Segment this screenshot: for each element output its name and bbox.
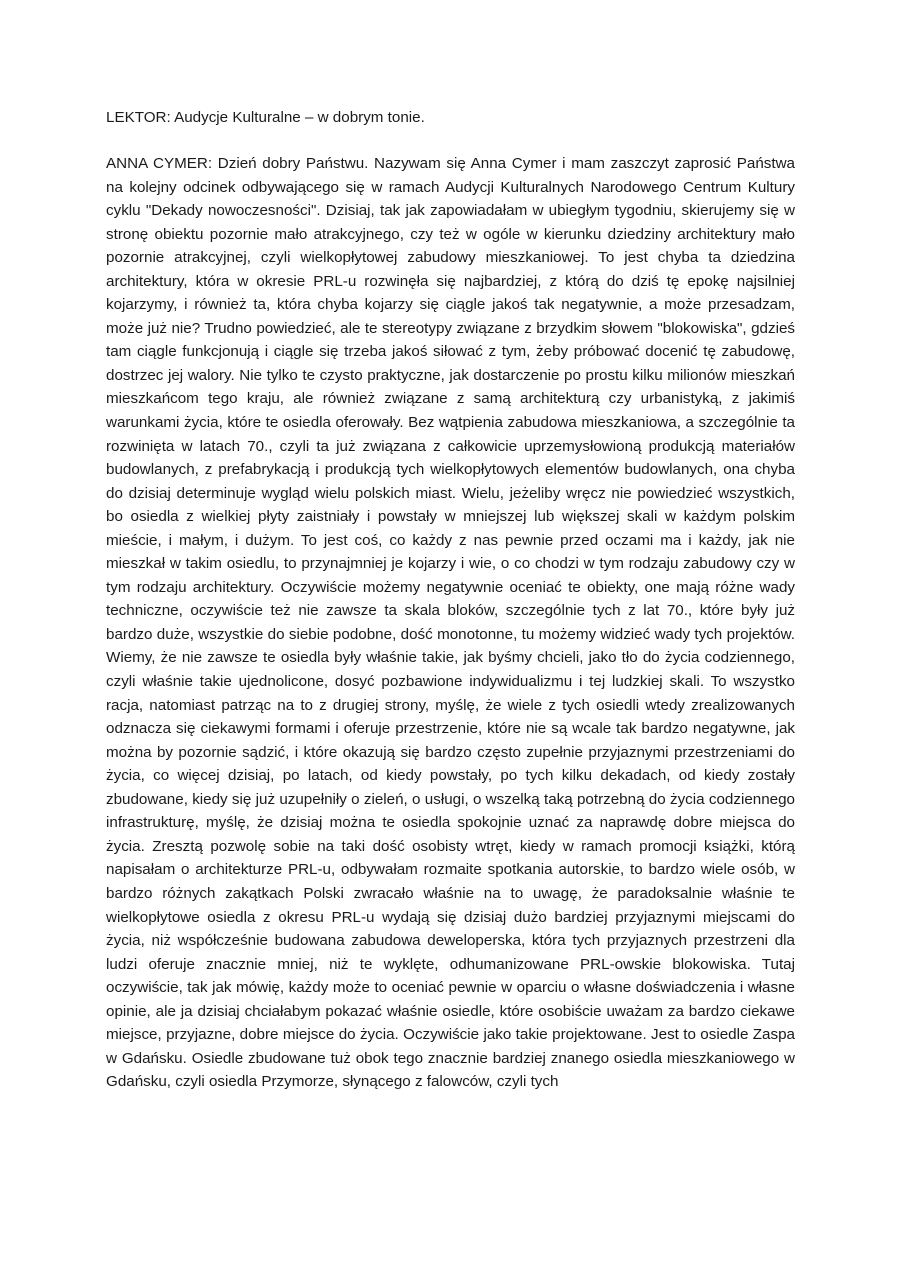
speech-paragraph: ANNA CYMER: Dzień dobry Państwu. Nazywam się Anna Cymer i mam zaszczyt zaprosić Państwa na kolejny odcinek odbywającego się w ramach Audycji Kulturalnych Narodowego Centrum Kultury cyklu "Dekady nowoczesności". Dzisiaj, tak jak zapowiadałam w ubiegłym tygodniu, skierujemy się w stronę obiektu pozornie mało atrakcyjnego, czy też w ogóle w kierunku dziedziny architektury mało pozornie atrakcyjnej, czyli wielkopłytowej zabudowy mieszkaniowej. To jest chyba ta dziedzina architektury, która w okresie PRL-u rozwinęła się najbardziej, z którą do dziś tę epokę najsilniej kojarzymy, i również ta, która chyba kojarzy się ciągle jakoś tak negatywnie, a może przesadzam, może już nie? Trudno powiedzieć, ale te stereotypy związane z brzydkim słowem "blokowiska", gdzieś tam ciągle funkcjonują i ciągle się trzeba jakoś siłować z tym, żeby próbować docenić tę zabudowę, dostrzec jej walory. Nie tylko te czysto praktyczne, jak dostarczenie po prostu kilku milionów mieszkań mieszkańcom tego kraju, ale również związane z samą architekturą czy urbanistyką, z jakimiś warunkami życia, które te osiedla oferowały. Bez wątpienia zabudowa mieszkaniowa, a szczególnie ta rozwinięta w latach 70., czyli ta już związana z całkowicie uprzemysłowioną produkcją materiałów budowlanych, z prefabrykacją i produkcją tych wielkopłytowych elementów budowlanych, ona chyba do dzisiaj determinuje wygląd wielu polskich miast. Wielu, jeżeliby wręcz nie powiedzieć wszystkich, bo osiedla z wielkiej płyty zaistniały i powstały w mniejszej lub większej skali w każdym polskim mieście, i małym, i dużym. To jest coś, co każdy z nas pewnie przed oczami ma i każdy, jak nie mieszkał w takim osiedlu, to przynajmniej je kojarzy i wie, o co chodzi w tym rodzaju zabudowy czy w tym rodzaju architektury. Oczywiście możemy negatywnie oceniać te obiekty, one mają różne wady techniczne, oczywiście też nie zawsze ta skala bloków, szczególnie tych z lat 70., które były już bardzo duże, wszystkie do siebie podobne, dość monotonne, tu możemy widzieć wady tych projektów. Wiemy, że nie zawsze te osiedla były właśnie takie, jak byśmy chcieli, jako tło do życia codziennego, czyli właśnie takie ujednolicone, dosyć pozbawione indywidualizmu i tej ludzkiej skali. To wszystko racja, natomiast patrząc na to z drugiej strony, myślę, że wiele z tych osiedli wtedy zrealizowanych odznacza się ciekawymi formami i oferuje przestrzenie, które nie są wcale tak bardzo negatywne, jak można by pozornie sądzić, i które okazują się bardzo często zupełnie przyjaznymi przestrzeniami do życia, co więcej dzisiaj, po latach, od kiedy powstały, po tych kilku dekadach, od kiedy zostały zbudowane, kiedy się już uzupełniły o zieleń, o usługi, o wszelką taką potrzebną do życia codziennego infrastrukturę, myślę, że dzisiaj można te osiedla spokojnie uznać za naprawdę dobre miejsca do życia. Zresztą pozwolę sobie na taki dość osobisty wtręt, kiedy w ramach promocji książki, którą napisałam o architekturze PRL-u, odbywałam rozmaite spotkania autorskie, to bardzo wiele osób, w bardzo różnych zakątkach Polski zwracało właśnie na to uwagę, że paradoksalnie właśnie te wielkopłytowe osiedla z okresu PRL-u wydają się dzisiaj dużo bardziej przyjaznymi miejscami do życia, niż współcześnie budowana zabudowa deweloperska, która tych przyjaznych przestrzeni dla ludzi oferuje znacznie mniej, niż te wyklęte, odhumanizowane PRL-owskie blokowiska. Tutaj oczywiście, tak jak mówię, każdy może to oceniać pewnie w oparciu o własne doświadczenia i własne opinie, ale ja dzisiaj chciałabym pokazać właśnie osiedle, które osobiście uważam za bardzo ciekawe miejsce, przyjazne, dobre miejsce do życia. Oczywiście jako takie projektowane. Jest to osiedle Zaspa w Gdańsku. Osiedle zbudowane tuż obok tego znacznie bardziej znanego osiedla mieszkaniowego w Gdańsku, czyli osiedla Przymorze, słynącego z falowców, czyli tych — [106, 155, 795, 1091]
lektor-line: LEKTOR: Audycje Kulturalne – w dobrym tonie. — [106, 109, 425, 126]
